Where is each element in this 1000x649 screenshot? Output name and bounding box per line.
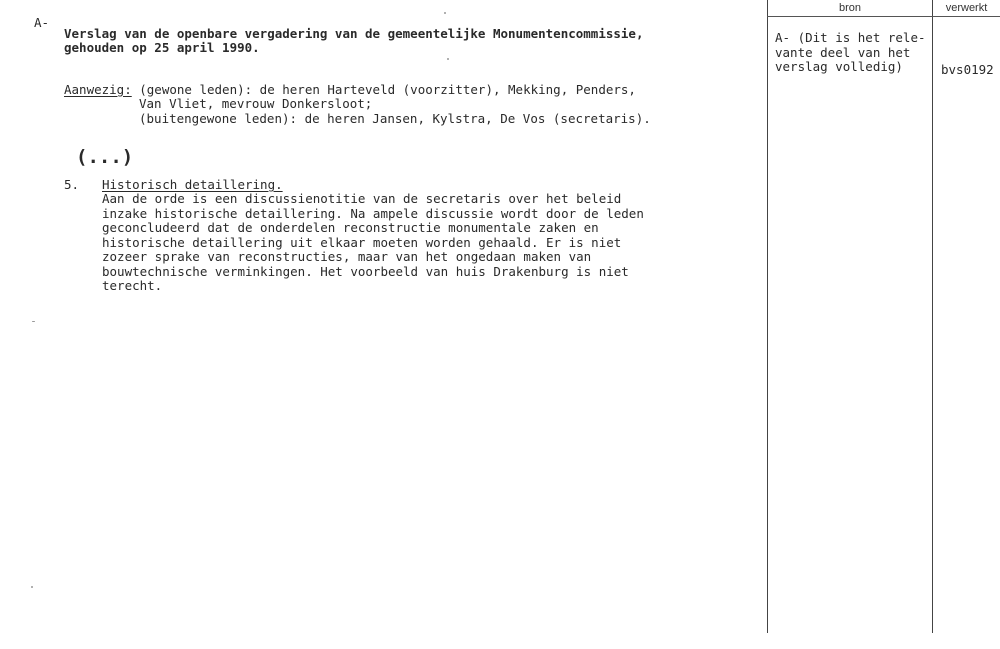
agenda-item-number: 5. [64, 177, 80, 192]
attendance-regular-members: (gewone leden): de heren Harteveld (voorzitter), Mekking, Penders, [131, 82, 636, 97]
attendance-label: Aanwezig: [64, 82, 132, 97]
bron-note [775, 31, 926, 75]
body-line: terecht. [102, 278, 163, 293]
scan-speck [447, 58, 449, 60]
bron-note-line: A- (Dit is het rele- [775, 30, 926, 45]
scan-speck [31, 586, 33, 588]
report-title-line-2: gehouden op 25 april 1990. [64, 40, 260, 55]
report-title-line-1: Verslag van de openbare vergadering van de gemeentelijke Monumentencommissie, [64, 26, 644, 41]
section-marker: A- [34, 15, 50, 30]
agenda-item-body [102, 192, 644, 294]
column-divider-rule [932, 0, 933, 633]
bron-left-rule [767, 0, 768, 633]
bron-note-line: verslag volledig) [775, 59, 903, 74]
verwerkt-column-header: verwerkt [945, 2, 988, 14]
body-line: inzake historische detaillering. Na ampele discussie wordt door de leden [102, 205, 644, 221]
body-line: Aan de orde is een discussienotitie van de secretaris over het beleid [102, 191, 622, 206]
bron-column-header: bron [838, 2, 862, 14]
scan-speck [32, 321, 35, 322]
column-header-rule [767, 16, 1000, 17]
attendance-line-3: (buitengewone leden): de heren Jansen, Kylstra, De Vos (secretaris). [139, 111, 651, 126]
omission-ellipsis: (...) [76, 146, 134, 168]
body-line: geconcludeerd dat de onderdelen reconstructie monumentale zaken en [102, 220, 599, 235]
attendance-line-2: Van Vliet, mevrouw Donkersloot; [139, 96, 373, 111]
verwerkt-code: bvs0192 [941, 62, 994, 77]
body-line: zozeer sprake van reconstructies, maar van het ongedaan maken van [102, 249, 592, 264]
body-line: historische detaillering uit elkaar moeten worden gehaald. Er is niet [102, 234, 622, 250]
scan-speck [444, 12, 446, 14]
body-line: bouwtechnische verminkingen. Het voorbeeld van huis Drakenburg is niet [102, 263, 629, 279]
agenda-item-heading: Historisch detaillering. [102, 177, 283, 192]
bron-note-line: vante deel van het [775, 44, 911, 60]
